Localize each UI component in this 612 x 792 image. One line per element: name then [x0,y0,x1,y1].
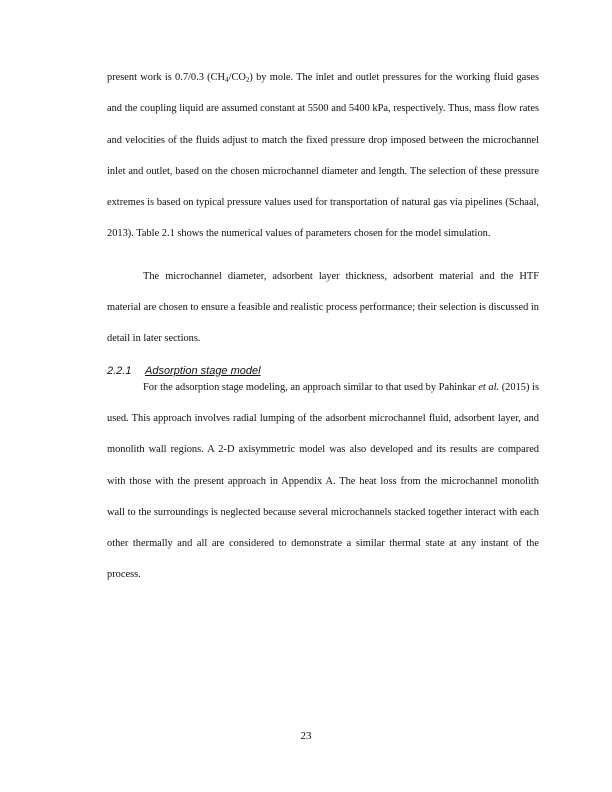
paragraph-1 [107,62,539,250]
page-number: 23 [300,730,312,742]
paragraph-3 [107,372,539,591]
p3-et: et [478,381,486,393]
p3-text-a: For the adsorption stage modeling, an approach similar to that used by Pahinkar [143,381,479,393]
p1-text-a: present work is 0.7/0.3 (CH [107,72,226,83]
subscript-4: 4 [225,76,229,84]
subscript-2: 2 [245,76,250,84]
p1-text-c: ) by mole. The inlet and outlet pressures for the working fluid gases and the coupling liquid are assumed constant at 5500 and 5400 kPa, respectively. Thus, mass flow rates and velocities of the fluids adjust to match the fixed pressure drop imposed between the microchannel inlet and outlet, based on the chosen microchannel diameter and length. The selection of these pressure extremes is based on typical pressure values used for transportation of natural gas via pipelines (Schaal, 2013). Table 2.1 shows the numerical values of parameters chosen for the model simulation. [107,72,539,240]
page-body [107,62,539,591]
section-title: Adsorption stage model [145,364,261,377]
p3-text-b: (2015) is used. This approach involves radial lumping of the adsorbent microchannel fluid, adsorbent layer, and monolith wall regions. A 2-D axisymmetric model was also developed and its results are compared with those with the present approach in Appendix A. The heat loss from the microchannel monolith wall to the surroundings is neglected because several microchannels stacked together interact with each other thermally and all are considered to demonstrate a similar thermal state at any instant of the process. [107,381,539,581]
p1-text-b: /CO [228,72,246,83]
paragraph-2: The microchannel diameter, adsorbent layer thickness, adsorbent material and the HTF material are chosen to ensure a feasible and realistic process performance; their selection is discussed in detail in later sections. [107,270,539,345]
p3-al: al. [488,381,500,393]
section-number: 2.2.1 [107,364,132,377]
